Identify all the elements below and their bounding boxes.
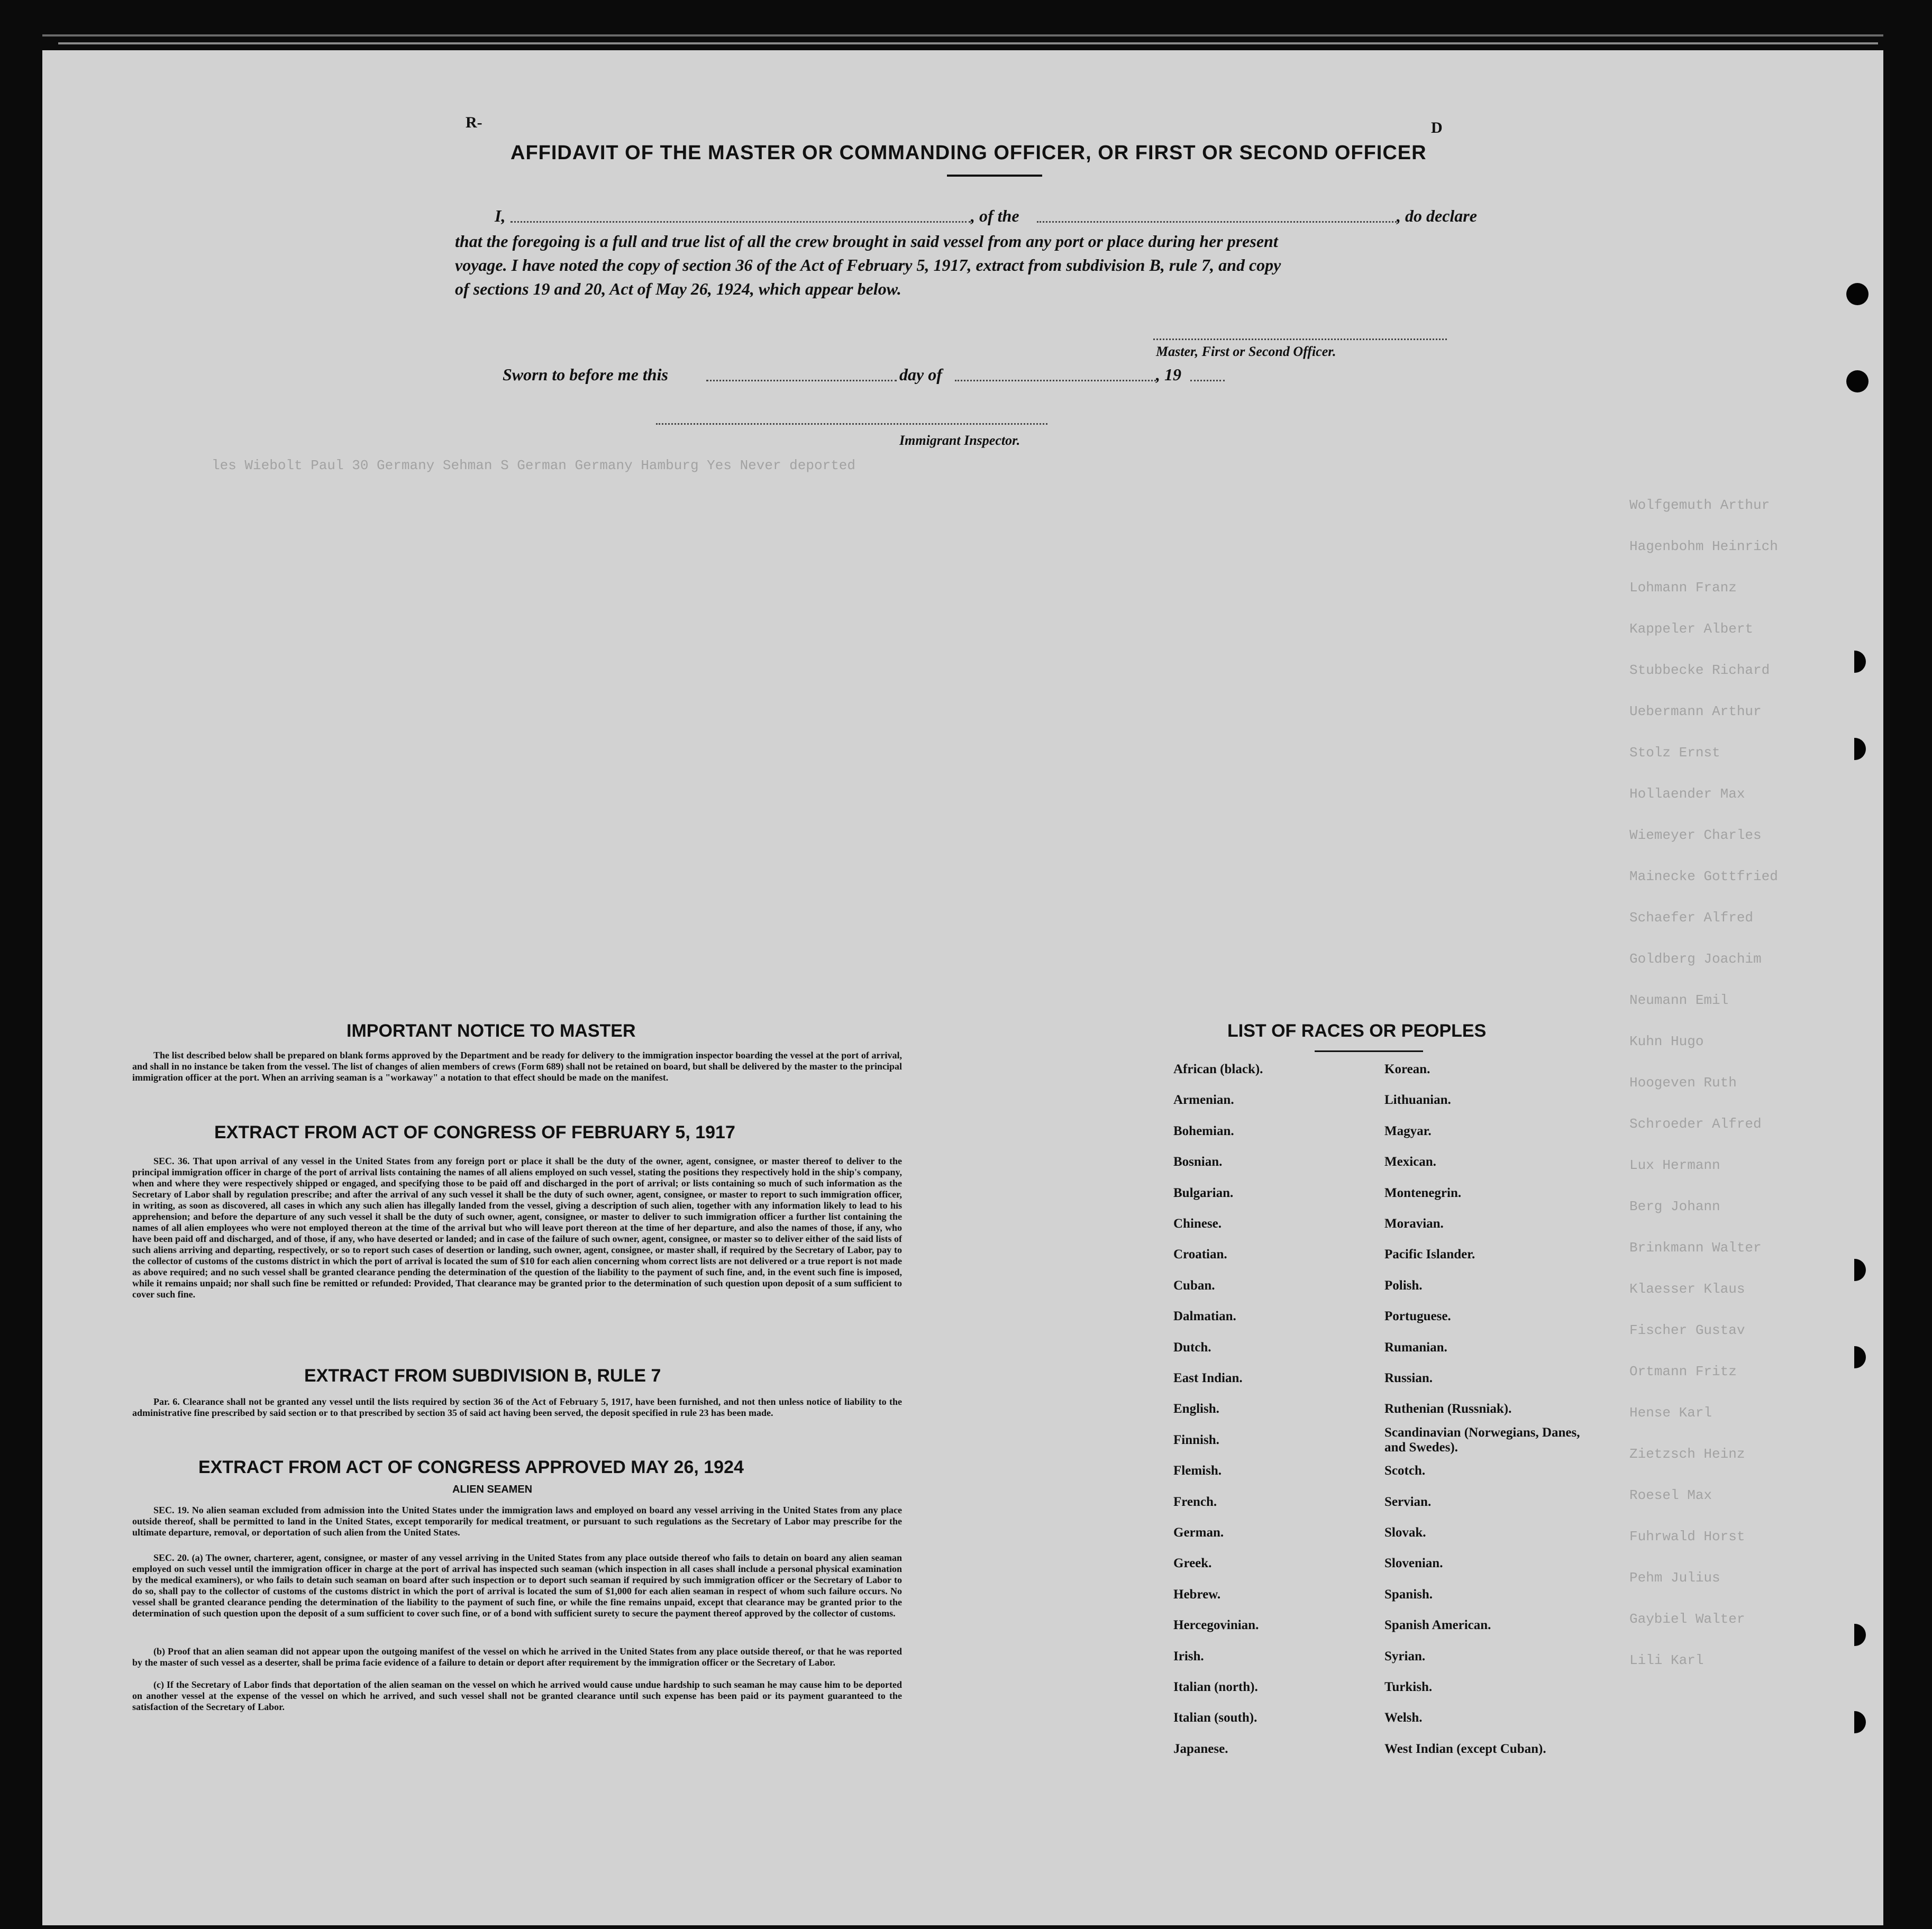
race-item: Cuban.: [1173, 1278, 1215, 1293]
affidavit-line2: that the foregoing is a full and true list of all the crew brought in said vessel from any port or place during her present: [455, 232, 1278, 251]
race-item: Polish.: [1384, 1278, 1423, 1293]
binder-hole: [1854, 1711, 1866, 1733]
document-sheet: [42, 50, 1883, 1925]
race-item: Magyar.: [1384, 1123, 1432, 1138]
race-item: Italian (south).: [1173, 1711, 1257, 1725]
extract-1924-heading: EXTRACT FROM ACT OF CONGRESS APPROVED MAY 26, 1924: [198, 1457, 744, 1477]
race-item: Slovak.: [1384, 1525, 1426, 1540]
bleed-through-name: Brinkmann Walter: [1629, 1240, 1762, 1256]
bleed-through-name: Hense Karl: [1629, 1405, 1712, 1421]
race-item: Croatian.: [1173, 1247, 1227, 1262]
race-item: Flemish.: [1173, 1464, 1222, 1478]
race-item: Pacific Islander.: [1384, 1247, 1475, 1262]
binder-hole: [1854, 1259, 1866, 1281]
sec20a-text: SEC. 20. (a) The owner, charterer, agent, consignee, or master of any vessel arriving in the United States from any place outside thereof who fails to detain on board any alien seaman employed on such vessel until the immigration officer in charge at the port of arrival has inspected such seaman (which inspection in all cases shall include a personal physical examination by the medical examiners), or who fails to detain such seaman on board after such inspection or to deport such seaman if required by such immigration officer or the Secretary of Labor to do so, shall pay to the collector of customs of the customs district in which the port of arrival is located the sum of $1,000 for each alien seaman in respect of whom such failure occurs. No vessel shall be granted clearance pending the determination of the liability to the payment of such fine, or while the fine remains unpaid, except that clearance may be granted prior to the determination of such question upon the deposit of a sum sufficient to cover such fine, or of a bond with sufficient surety to secure the payment thereof approved by the collector of customs.: [132, 1552, 902, 1619]
race-item: Armenian.: [1173, 1093, 1234, 1108]
sec19-text: SEC. 19. No alien seaman excluded from admission into the United States under the immigration laws and employed on board any vessel arriving in the United States from any place outside thereof, shall be permitted to land in the United States, except temporarily for medical treatment, or pursuant to such regulations as the Secretary of Labor may prescribe for the ultimate departure, removal, or deportation of such alien from the United States.: [132, 1505, 902, 1538]
race-item: Ruthenian (Russniak).: [1384, 1402, 1512, 1416]
race-item: Welsh.: [1384, 1711, 1423, 1725]
race-item: African (black).: [1173, 1062, 1263, 1076]
binder-hole: [1854, 651, 1866, 673]
race-item: Dalmatian.: [1173, 1309, 1236, 1324]
month-blank: [955, 380, 1156, 381]
race-item: Scotch.: [1384, 1464, 1426, 1478]
race-item: Turkish.: [1384, 1680, 1433, 1694]
race-item: German.: [1173, 1525, 1224, 1540]
race-item: Slovenian.: [1384, 1556, 1443, 1571]
inspector-signature-label: Immigrant Inspector.: [899, 433, 1020, 448]
binder-hole: [1854, 1624, 1866, 1646]
rule7-heading: EXTRACT FROM SUBDIVISION B, RULE 7: [304, 1366, 661, 1386]
vessel-blank: [1037, 221, 1397, 223]
race-item: Dutch.: [1173, 1340, 1211, 1355]
bleed-through-row: les Wiebolt Paul 30 Germany Sehman S German Germany Hamburg Yes Never deported: [212, 458, 855, 473]
race-item: Spanish.: [1384, 1587, 1433, 1602]
bleed-through-name: Wolfgemuth Arthur: [1629, 497, 1770, 513]
binder-hole: [1854, 738, 1866, 760]
notice-heading: IMPORTANT NOTICE TO MASTER: [347, 1021, 636, 1041]
bleed-through-name: Schroeder Alfred: [1629, 1116, 1762, 1132]
inspector-signature-line: [656, 423, 1047, 425]
race-item: East Indian.: [1173, 1371, 1243, 1385]
extract-1924-subheading: ALIEN SEAMEN: [452, 1484, 533, 1495]
bleed-through-name: Gaybiel Walter: [1629, 1611, 1745, 1627]
bleed-through-name: Hoogeven Ruth: [1629, 1075, 1737, 1091]
race-item: Bosnian.: [1173, 1155, 1223, 1169]
sec20c-text: (c) If the Secretary of Labor finds that deportation of the alien seaman on the vessel on which he arrived would cause undue hardship to such seaman he may cause him to be deported on another vessel at the expense of the vessel on which he arrived, and such vessel shall not be granted clearance until such expense has been paid or its payment guaranteed to the satisfaction of the Secretary of Labor.: [132, 1679, 902, 1712]
race-item: Mexican.: [1384, 1155, 1436, 1169]
sec20b-text: (b) Proof that an alien seaman did not appear upon the outgoing manifest of the vessel on which he arrived in the United States from any place outside thereof, or that he was reported by the master of such vessel as a deserter, shall be prima facie evidence of a failure to detain or deport after requirement by the immigration officer or the Secretary of Labor.: [132, 1646, 902, 1668]
bleed-through-name: Fuhrwald Horst: [1629, 1529, 1745, 1544]
extract-1917-text: SEC. 36. That upon arrival of any vessel in the United States from any foreign port or place it shall be the duty of the owner, agent, consignee, or master thereof to deliver to the principal immigration officer in charge of the port of arrival lists containing the names of all aliens employed on such vessel, stating the positions they respectively hold in the ship's company, when and where they were respectively shipped or engaged, and specifying those to be paid off and discharged in the port of arrival; or lists containing so much of such information as the Secretary of Labor shall by regulation prescribe; and after the arrival of any such vessel it shall be the duty of such owner, agent, consignee, or master to report to such immigration officer, in writing, as soon as discovered, all cases in which any such alien has illegally landed from the vessel, giving a description of such alien, together with any information likely to lead to his apprehension; and before the departure of any such vessel it shall be the duty of such owner, agent, consignee, or master to deliver to such immigration officer a further list containing the names of all alien employees who were not employed thereon at the time of the arrival but who will leave port thereon at the time of her departure, and also the names of those, if any, who have been paid off and discharged, and of those, if any, who have deserted or landed; and in case of the failure of such owner, agent, consignee, or master so to deliver either of the said lists of such aliens arriving and departing, respectively, or so to report such cases of desertion or landing, such owner, agent, consignee, or master shall, if required by the Secretary of Labor, pay to the collector of customs of the customs district in which the port of arrival is located the sum of $10 for each alien concerning whom correct lists are not delivered or a true report is not made as above required; and no such vessel shall be granted clearance pending the determination of the question of the liability to the payment of such fine, and, in the event such fine is imposed, while it remains unpaid; nor shall such fine be remitted or refunded: Provided, That clearance may be granted prior to the determination of such question upon deposit of a sum sufficient to cover such fine.: [132, 1156, 902, 1300]
binder-hole: [1846, 370, 1869, 392]
year-text: , 19: [1156, 365, 1181, 384]
race-item: Spanish American.: [1384, 1618, 1491, 1633]
handwritten-mark: R-: [466, 114, 482, 131]
binder-hole: [1854, 1346, 1866, 1368]
race-item: Syrian.: [1384, 1649, 1426, 1663]
race-item: Irish.: [1173, 1649, 1204, 1663]
race-item: Rumanian.: [1384, 1340, 1447, 1355]
race-item: Italian (north).: [1173, 1680, 1258, 1694]
race-item: Scandinavian (Norwegians, Danes, and Swedes).: [1384, 1425, 1580, 1455]
race-item: Chinese.: [1173, 1217, 1222, 1231]
bleed-through-name: Goldberg Joachim: [1629, 951, 1762, 967]
title-underline: [947, 175, 1042, 177]
bleed-through-name: Pehm Julius: [1629, 1570, 1720, 1586]
bleed-through-name: Roesel Max: [1629, 1487, 1712, 1503]
bleed-through-name: Wiemeyer Charles: [1629, 827, 1762, 843]
race-item: Greek.: [1173, 1556, 1212, 1571]
bleed-through-name: Ortmann Fritz: [1629, 1364, 1737, 1379]
race-item: Servian.: [1384, 1494, 1432, 1509]
races-underline: [1315, 1050, 1423, 1052]
bleed-through-name: Kuhn Hugo: [1629, 1034, 1704, 1049]
affidavit-line1-mid: , of the: [971, 206, 1019, 225]
bleed-through-name: Mainecke Gottfried: [1629, 868, 1778, 884]
sworn-text: Sworn to before me this: [503, 365, 668, 384]
bleed-through-name: Hagenbohm Heinrich: [1629, 538, 1778, 554]
day-of-text: day of: [899, 365, 942, 384]
bleed-through-name: Stolz Ernst: [1629, 745, 1720, 761]
notice-text: The list described below shall be prepared on blank forms approved by the Department and be ready for delivery to the immigration inspector boarding the vessel at the port of arrival, and shall in no instance be taken from the vessel. The list of changes of alien members of crews (Form 689) shall not be retained on board, but shall be delivered by the master to the principal immigration officer at the port. When an arriving seaman is a "workaway" a notation to that effect should be made on the manifest.: [132, 1050, 903, 1083]
binder-hole: [1846, 283, 1869, 305]
bleed-through-name: Klaesser Klaus: [1629, 1281, 1745, 1297]
race-item: Russian.: [1384, 1371, 1433, 1385]
bleed-through-name: Hollaender Max: [1629, 786, 1745, 802]
race-item: Montenegrin.: [1384, 1185, 1462, 1200]
bleed-through-name: Stubbecke Richard: [1629, 662, 1770, 678]
affidavit-line3: voyage. I have noted the copy of section 36 of the Act of February 5, 1917, extract from subdivision B, rule 7, and copy: [455, 255, 1281, 275]
race-item: Bohemian.: [1173, 1123, 1234, 1138]
bleed-through-name: Uebermann Arthur: [1629, 703, 1762, 719]
day-blank: [706, 380, 897, 381]
bleed-through-name: Neumann Emil: [1629, 992, 1729, 1008]
race-item: Bulgarian.: [1173, 1185, 1234, 1200]
affidavit-line1-end: , do declare: [1397, 206, 1477, 225]
affidavit-line4: of sections 19 and 20, Act of May 26, 1924, which appear below.: [455, 279, 901, 298]
race-item: Portuguese.: [1384, 1309, 1451, 1324]
affidavit-line1-start: I,: [495, 206, 506, 225]
bleed-through-name: Lux Hermann: [1629, 1157, 1720, 1173]
rule7-text: Par. 6. Clearance shall not be granted any vessel until the lists required by section 36 of the Act of February 5, 1917, have been furnished, and not then unless notice of liability to the administrative fine prescribed by said section or to that prescribed by section 35 of said act having been served, the deposit specified in rule 23 has been made.: [132, 1396, 902, 1418]
race-item: Finnish.: [1173, 1432, 1219, 1447]
page-edge-top: [42, 34, 1883, 36]
bleed-through-name: Fischer Gustav: [1629, 1322, 1745, 1338]
race-item: Moravian.: [1384, 1217, 1444, 1231]
affidavit-title: AFFIDAVIT OF THE MASTER OR COMMANDING OFFICER, OR FIRST OR SECOND OFFICER: [511, 142, 1427, 164]
page-edge-top-2: [58, 42, 1878, 44]
bleed-through-name: Schaefer Alfred: [1629, 910, 1754, 926]
race-item: English.: [1173, 1402, 1219, 1416]
master-signature-label: Master, First or Second Officer.: [1156, 344, 1336, 359]
year-blank: [1190, 380, 1225, 381]
master-signature-line: [1153, 339, 1447, 340]
name-blank: [511, 221, 971, 223]
race-item: West Indian (except Cuban).: [1384, 1741, 1546, 1756]
races-heading: LIST OF RACES OR PEOPLES: [1227, 1021, 1487, 1041]
handwritten-mark: D: [1431, 119, 1443, 136]
race-item: Korean.: [1384, 1062, 1430, 1076]
race-item: French.: [1173, 1494, 1217, 1509]
bleed-through-name: Zietzsch Heinz: [1629, 1446, 1745, 1462]
race-item: Hebrew.: [1173, 1587, 1221, 1602]
bleed-through-name: Lili Karl: [1629, 1652, 1704, 1668]
race-item: Hercegovinian.: [1173, 1618, 1259, 1633]
bleed-through-name: Kappeler Albert: [1629, 621, 1754, 637]
extract-1917-heading: EXTRACT FROM ACT OF CONGRESS OF FEBRUARY 5, 1917: [214, 1122, 735, 1142]
race-item: Lithuanian.: [1384, 1093, 1451, 1108]
race-item: Japanese.: [1173, 1741, 1228, 1756]
bleed-through-name: Berg Johann: [1629, 1199, 1720, 1214]
bleed-through-name: Lohmann Franz: [1629, 580, 1737, 596]
